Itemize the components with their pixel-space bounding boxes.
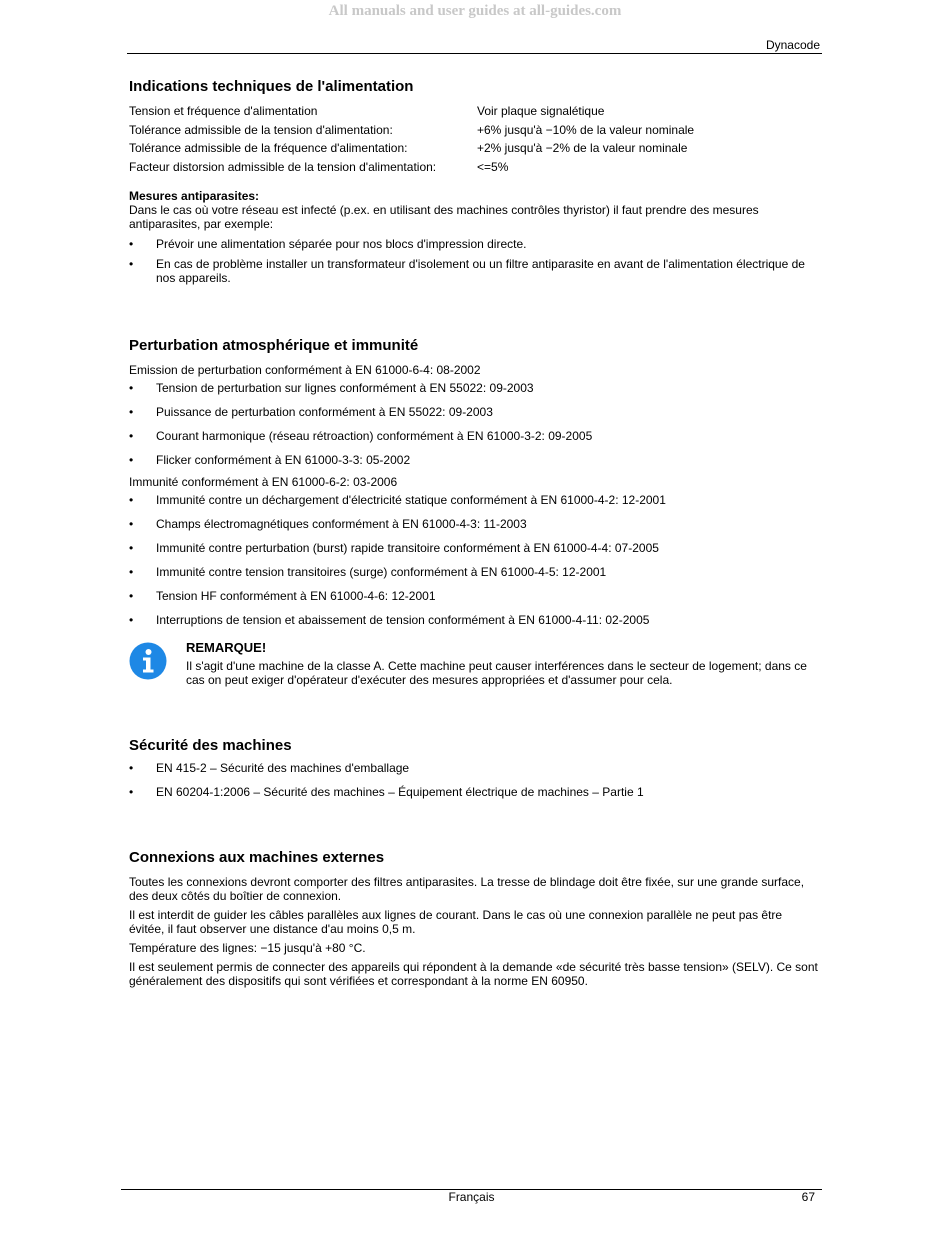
section-external-connections <box>129 849 819 988</box>
spec-row <box>129 123 819 142</box>
page-number: 67 <box>801 1190 815 1204</box>
bullet-list <box>129 761 819 799</box>
bullet-icon: • <box>129 588 134 603</box>
spec-value: <=5% <box>477 160 509 175</box>
footer-language: Français <box>448 1190 495 1204</box>
bullet-icon: • <box>129 540 134 555</box>
header-label: Dynacode <box>765 38 820 52</box>
bullet-icon: • <box>129 612 134 627</box>
list-item-text: Immunité contre un déchargement d'électricité statique conformément à EN 61000-4-2: 12-2001 <box>156 492 666 507</box>
bullet-list <box>129 381 819 467</box>
list-item-text: Puissance de perturbation conformément à EN 55022: 09-2003 <box>156 404 493 419</box>
list-item <box>129 257 819 285</box>
list-item-text: Courant harmonique (réseau rétroaction) conformément à EN 61000-3-2: 09-2005 <box>156 428 593 443</box>
paragraph: Il est seulement permis de connecter des appareils qui répondent à la demande «de sécurité très basse tension» (SELV). Ce sont généralement des dispositifs qui sont vérifiées et correspondant à la norme EN 60950. <box>129 959 818 988</box>
bullet-icon: • <box>129 236 134 251</box>
watermark: All manuals and user guides at all-guides.com <box>328 3 622 19</box>
paragraph: Emission de perturbation conformément à EN 61000-6-4: 08-2002 <box>129 362 481 377</box>
section-title: Perturbation atmosphérique et immunité <box>129 336 419 354</box>
paragraph: Il est interdit de guider les câbles parallèles aux lignes de courant. Dans le cas où une connexion parallèle ne peut pas être évitée, il faut observer une distance d'au moins 0,5 m. <box>129 907 783 936</box>
spec-value: +2% jusqu'à −2% de la valeur nominale <box>477 141 688 156</box>
spec-row <box>129 141 819 160</box>
bullet-icon: • <box>129 564 134 579</box>
bullet-icon: • <box>129 516 134 531</box>
bullet-icon: • <box>129 452 134 467</box>
spec-value: +6% jusqu'à −10% de la valeur nominale <box>477 122 695 137</box>
list-item-text: EN 60204-1:2006 – Sécurité des machines – Équipement électrique de machines – Partie 1 <box>156 784 644 799</box>
list-item-text: Tension de perturbation sur lignes conformément à EN 55022: 09-2003 <box>156 380 534 395</box>
header-rule <box>127 53 822 54</box>
list-item-text: Tension HF conformément à EN 61000-4-6: 12-2001 <box>156 588 436 603</box>
note-title: REMARQUE! <box>186 639 267 655</box>
bullet-icon: • <box>129 760 134 775</box>
list-item-text: Flicker conformément à EN 61000-3-3: 05-2002 <box>156 452 411 467</box>
list-item <box>129 785 819 799</box>
list-item <box>129 761 819 775</box>
section-power-specs <box>129 78 819 285</box>
section-title: Sécurité des machines <box>129 736 292 754</box>
list-item <box>129 589 819 603</box>
bullet-icon: • <box>129 404 134 419</box>
list-item-text: Immunité contre perturbation (burst) rapide transitoire conformément à EN 61000-4-4: 07-2005 <box>156 540 659 555</box>
list-item <box>129 381 819 395</box>
bullet-icon: • <box>129 256 134 271</box>
bullet-icon: • <box>129 492 134 507</box>
note-box <box>129 641 819 687</box>
paragraph: Dans le cas où votre réseau est infecté (p.ex. en utilisant des machines contrôles thyristor) il faut prendre des mesures antiparasites, par exemple: <box>129 202 759 231</box>
info-icon <box>129 642 167 680</box>
bullet-icon: • <box>129 784 134 799</box>
spec-key: Tolérance admissible de la tension d'alimentation: <box>129 122 393 137</box>
paragraph: Température des lignes: −15 jusqu'à +80 °C. <box>129 940 366 955</box>
section-title: Indications techniques de l'alimentation <box>129 78 414 95</box>
note-text: Il s'agit d'une machine de la classe A. Cette machine peut causer interférences dans le secteur de logement; dans ce cas on peut exiger d'opérateur d'exécuter des mesures appropriées et d'assumer pour cela. <box>186 658 807 687</box>
list-item <box>129 493 819 507</box>
bullet-icon: • <box>129 380 134 395</box>
section-title: Connexions aux machines externes <box>129 848 385 866</box>
list-item <box>129 541 819 555</box>
list-item <box>129 405 819 419</box>
list-item-text: Prévoir une alimentation séparée pour nos blocs d'impression directe. <box>156 236 527 251</box>
list-item <box>129 237 819 251</box>
list-item <box>129 565 819 579</box>
section-machine-safety <box>129 737 819 799</box>
spec-key: Facteur distorsion admissible de la tension d'alimentation: <box>129 160 437 175</box>
spec-row <box>129 104 819 123</box>
paragraph: Toutes les connexions devront comporter des filtres antiparasites. La tresse de blindage doit être fixée, sur une grande surface, des deux côtés du boîtier de connexion. <box>129 874 805 903</box>
spec-key: Tolérance admissible de la fréquence d'alimentation: <box>129 141 408 156</box>
list-item-text: EN 415-2 – Sécurité des machines d'emballage <box>156 760 410 775</box>
list-item-text: En cas de problème installer un transformateur d'isolement ou un filtre antiparasite en avant de l'alimentation électrique de nos appareils. <box>156 256 805 285</box>
spec-value: Voir plaque signalétique <box>477 104 605 118</box>
list-item <box>129 429 819 443</box>
paragraph: Immunité conformément à EN 61000-6-2: 03-2006 <box>129 474 398 489</box>
section-emc <box>129 337 819 687</box>
list-item-text: Interruptions de tension et abaissement de tension conformément à EN 61000-4-11: 02-2005 <box>156 612 650 627</box>
list-item <box>129 613 819 627</box>
spec-table <box>129 104 819 179</box>
list-item <box>129 453 819 467</box>
bullet-list <box>129 237 819 285</box>
bullet-list <box>129 493 819 627</box>
list-item <box>129 517 819 531</box>
note-body <box>186 641 819 687</box>
spec-key: Tension et fréquence d'alimentation <box>129 104 318 118</box>
bullet-icon: • <box>129 428 134 443</box>
list-item-text: Immunité contre tension transitoires (surge) conformément à EN 61000-4-5: 12-2001 <box>156 564 607 579</box>
spec-row <box>129 160 819 179</box>
list-item-text: Champs électromagnétiques conformément à EN 61000-4-3: 11-2003 <box>156 516 527 531</box>
subheading: Mesures antiparasites: <box>129 188 260 203</box>
page-content <box>129 78 819 988</box>
